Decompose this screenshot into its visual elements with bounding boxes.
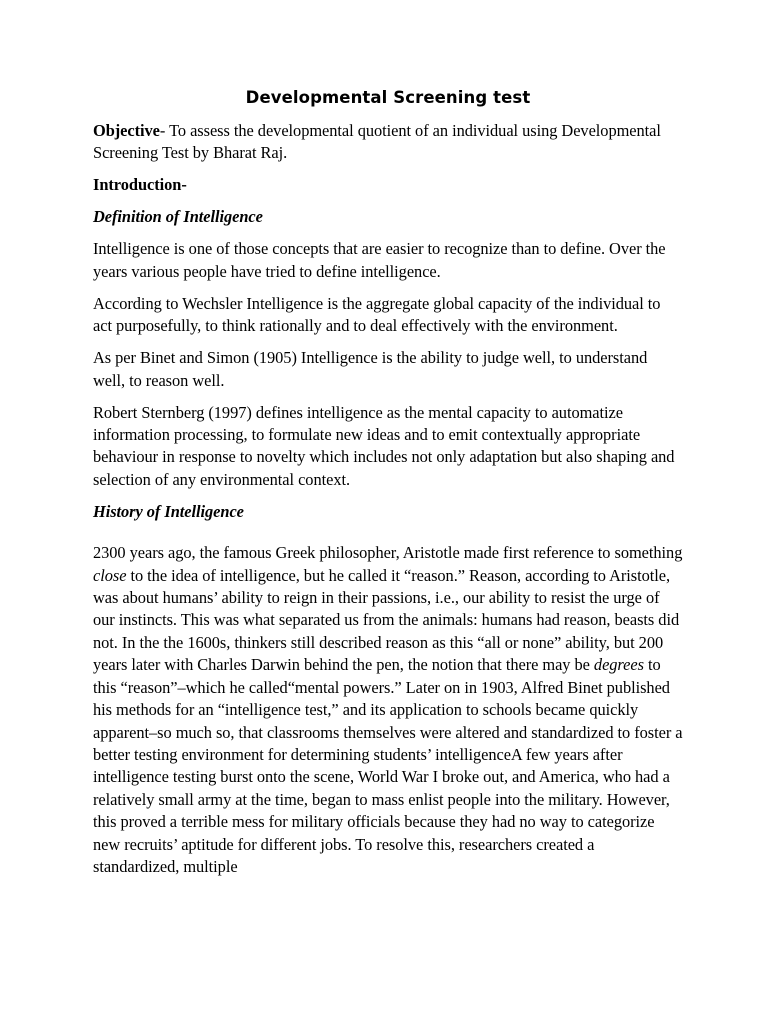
- history-emphasis-degrees: degrees: [593, 655, 644, 675]
- document-page: [93, 86, 683, 878]
- definition-paragraph-4: Robert Sternberg (1997) defines intelligence as the mental capacity to automatize information processing, to formulate new ideas and to emit contextually appropriate behaviour in response to novelty which includes not only adaptation but also shaping and selection of any environmental context.: [93, 402, 675, 489]
- definition-paragraph-1: Intelligence is one of those concepts that are easier to recognize than to define. Over the years various people have tried to define intelligence.: [93, 239, 666, 281]
- objective-label: Objective: [93, 121, 160, 140]
- document-title: Developmental Screening test: [245, 88, 531, 107]
- history-heading: History of Intelligence: [93, 501, 244, 521]
- introduction-heading: Introduction-: [93, 175, 187, 195]
- objective-paragraph: [93, 120, 683, 165]
- history-text-2: to the idea of intelligence, but he called it “reason.” Reason, according to Aristotle, was about humans’ ability to reign in their passions, i.e., our ability to resist the urge of our instincts. This was what separated us from the animals: humans had reason, beasts did not. In the the 1600s, thinkers still described reason as this “all or none” ability, but 200 years later with Charles Darwin behind the pen, the notion that there may be: [93, 565, 680, 675]
- history-paragraph: [93, 542, 683, 878]
- definition-paragraph-2: According to Wechsler Intelligence is the aggregate global capacity of the individual to act purposefully, to think rationally and to deal effectively with the environment.: [93, 293, 661, 336]
- history-text-1: 2300 years ago, the famous Greek philosopher, Aristotle made first reference to something: [93, 543, 683, 563]
- history-text-3: to this “reason”–which he called“mental powers.” Later on in 1903, Alfred Binet published his methods for an “intelligence test,” and its application to schools became quickly apparent–so much so, that classrooms themselves were altered and standardized to foster a better testing environment for determining students’ intelligenceA few years after intelligence testing burst onto the scene, World War I broke out, and America, who had a relatively small army at the time, began to mass enlist people into the military. However, this proved a terrible mess for military officials because they had no way to categorize new recruits’ aptitude for different jobs. To resolve this, researchers created a standardized, multiple: [93, 655, 683, 876]
- history-emphasis-close: close: [93, 565, 127, 585]
- definition-paragraph-3: As per Binet and Simon (1905) Intelligence is the ability to judge well, to understand well, to reason well.: [93, 348, 648, 390]
- objective-text: - To assess the developmental quotient of an individual using Developmental Screening Test by Bharat Raj.: [93, 121, 661, 163]
- definition-heading: Definition of Intelligence: [93, 207, 263, 227]
